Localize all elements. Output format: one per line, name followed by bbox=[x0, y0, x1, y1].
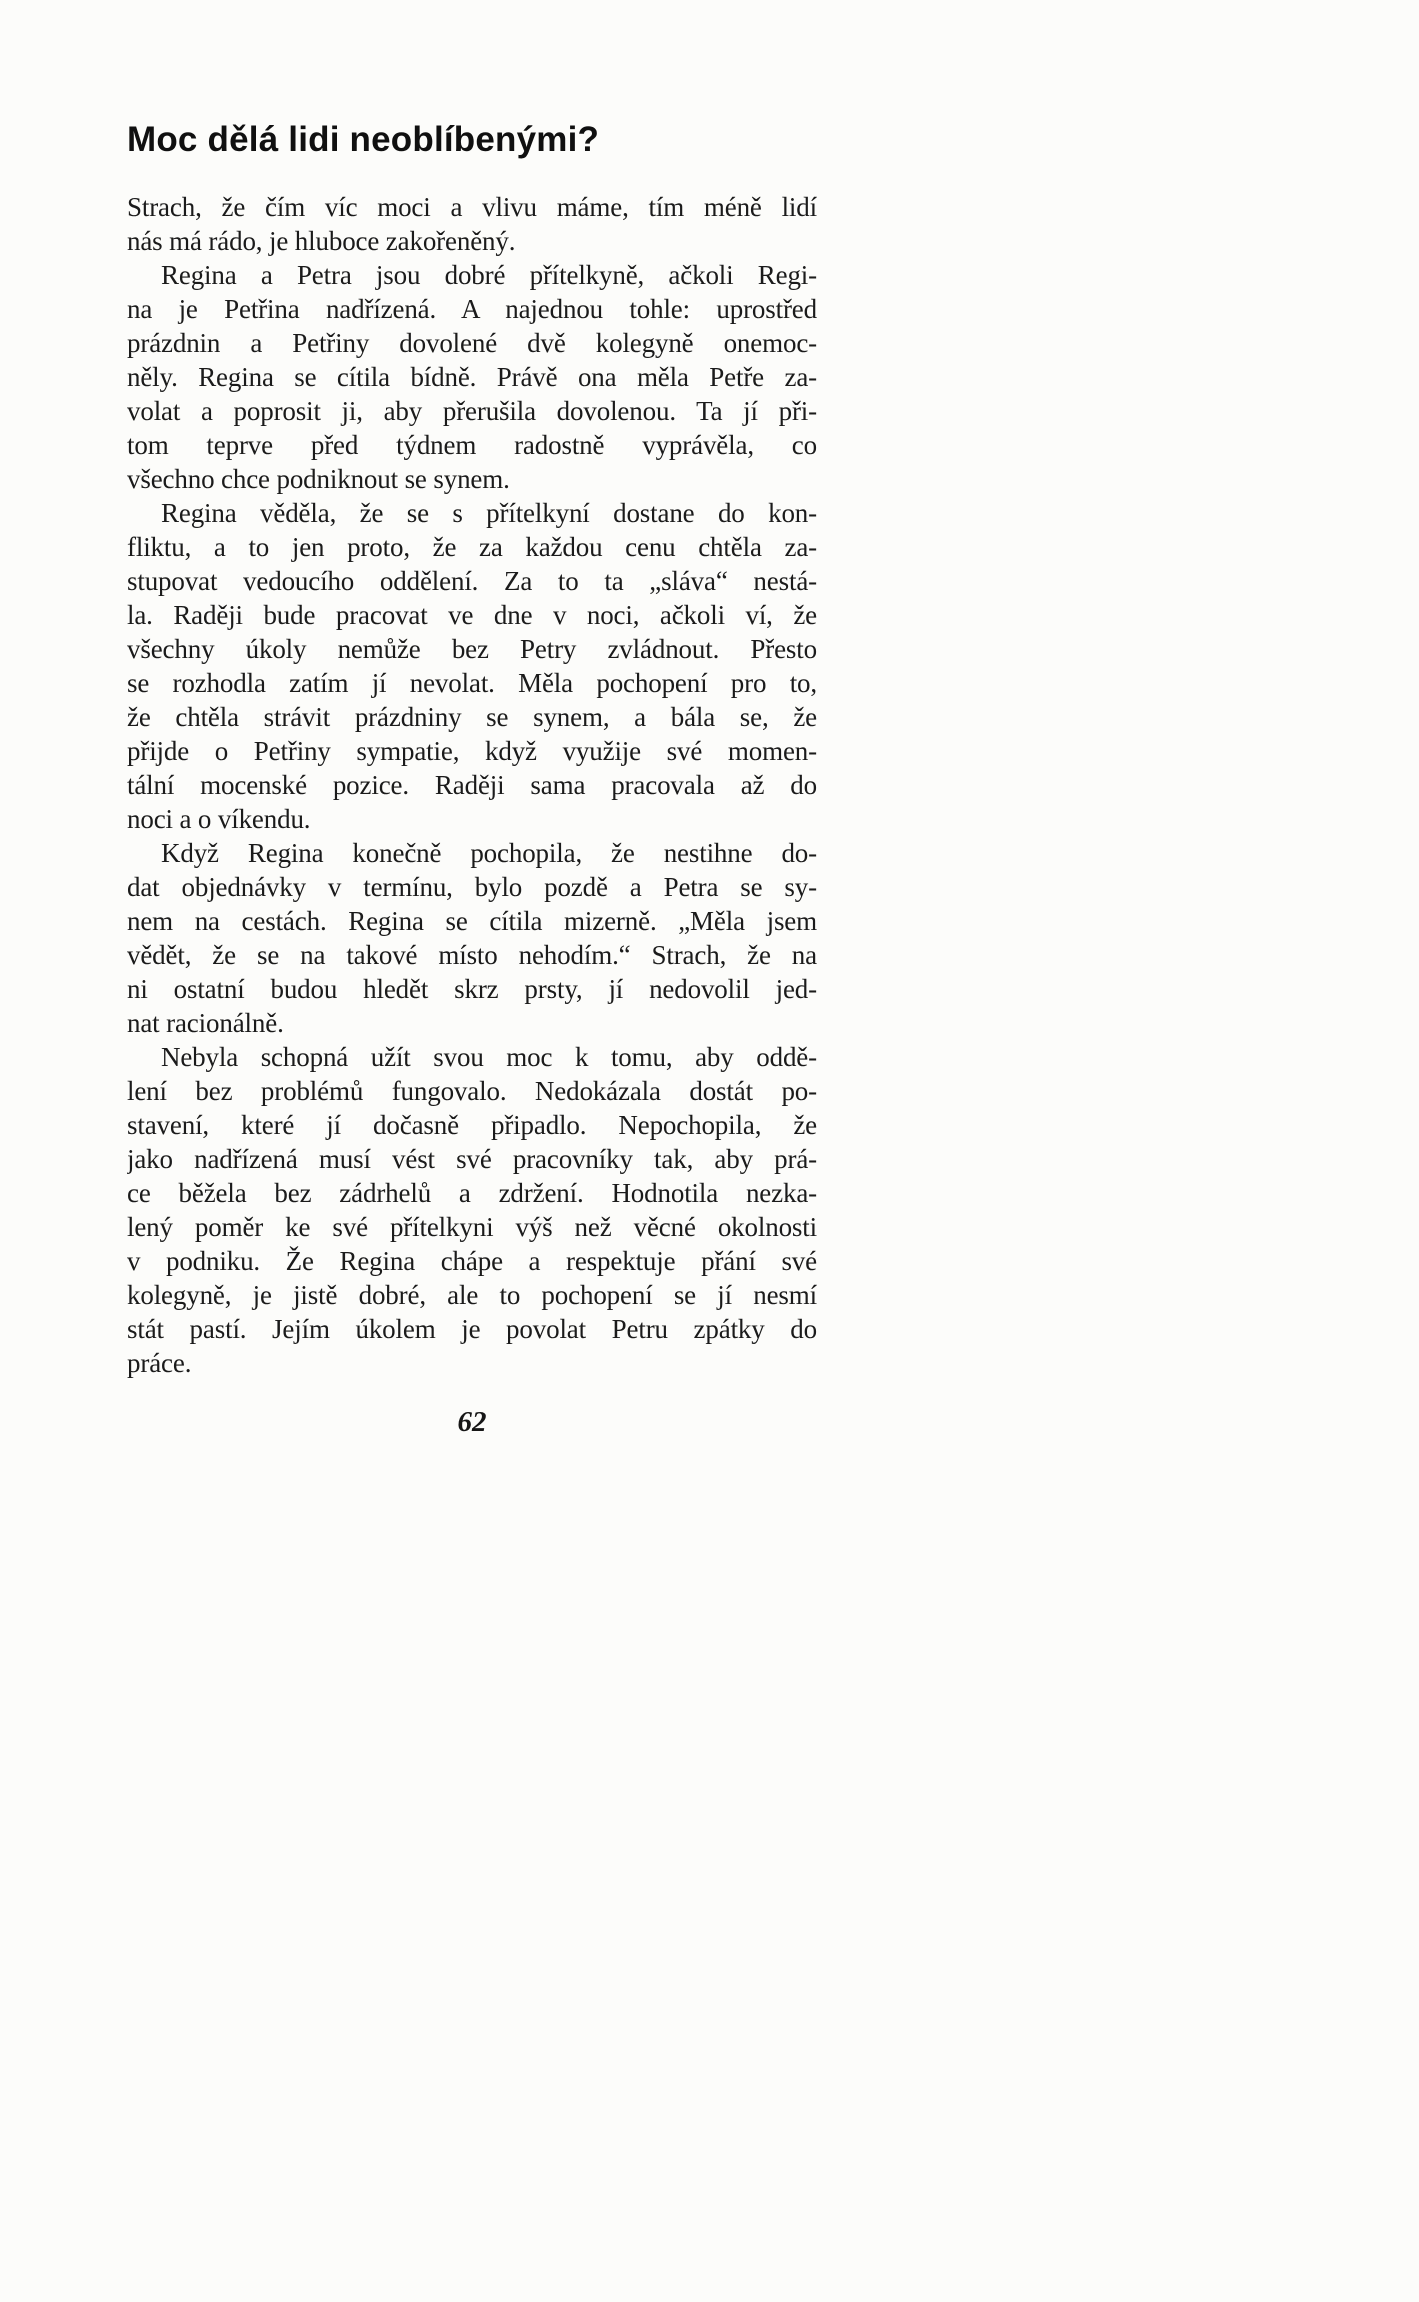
page-heading: Moc dělá lidi neoblíbenými? bbox=[127, 120, 600, 159]
text-line: stavení, které jí dočasně připadlo. Nepochopila, že bbox=[127, 1110, 817, 1140]
text-line: volat a poprosit ji, aby přerušila dovolenou. Ta jí při- bbox=[127, 396, 817, 426]
text-line: nem na cestách. Regina se cítila mizerně. „Měla jsem bbox=[127, 906, 817, 936]
text-line: se rozhodla zatím jí nevolat. Měla pochopení pro to, bbox=[127, 668, 817, 698]
text-line: Nebyla schopná užít svou moc k tomu, aby oddě- bbox=[161, 1042, 817, 1072]
text-line: v podniku. Že Regina chápe a respektuje přání své bbox=[127, 1246, 817, 1276]
text-line: la. Raději bude pracovat ve dne v noci, ačkoli ví, že bbox=[127, 600, 817, 630]
text-line: vědět, že se na takové místo nehodím.“ Strach, že na bbox=[127, 940, 817, 970]
text-line: Strach, že čím víc moci a vlivu máme, tím méně lidí bbox=[127, 192, 817, 222]
text-line: stát pastí. Jejím úkolem je povolat Petru zpátky do bbox=[127, 1314, 817, 1344]
text-line: Regina a Petra jsou dobré přítelkyně, ačkoli Regi- bbox=[161, 260, 817, 290]
text-line: nás má rádo, je hluboce zakořeněný. bbox=[127, 226, 516, 256]
text-line: tální mocenské pozice. Raději sama pracovala až do bbox=[127, 770, 817, 800]
text-block bbox=[127, 120, 817, 1380]
text-line: práce. bbox=[127, 1348, 192, 1378]
paragraph bbox=[127, 836, 817, 1040]
paragraph bbox=[127, 496, 817, 836]
text-line: stupovat vedoucího oddělení. Za to ta „sláva“ nestá- bbox=[127, 566, 817, 596]
text-line: něly. Regina se cítila bídně. Právě ona měla Petře za- bbox=[127, 362, 817, 392]
text-line: na je Petřina nadřízená. A najednou tohle: uprostřed bbox=[127, 294, 817, 324]
text-line: jako nadřízená musí vést své pracovníky tak, aby prá- bbox=[127, 1144, 817, 1174]
text-line: všechno chce podniknout se synem. bbox=[127, 464, 510, 494]
text-line: dat objednávky v termínu, bylo pozdě a Petra se sy- bbox=[127, 872, 817, 902]
text-line: prázdnin a Petřiny dovolené dvě kolegyně onemoc- bbox=[127, 328, 817, 358]
page-number: 62 bbox=[457, 1406, 487, 1438]
text-line: tom teprve před týdnem radostně vyprávěla, co bbox=[127, 430, 817, 460]
text-line: že chtěla strávit prázdniny se synem, a bála se, že bbox=[127, 702, 817, 732]
text-line: ce běžela bez zádrhelů a zdržení. Hodnotila nezka- bbox=[127, 1178, 817, 1208]
text-line: fliktu, a to jen proto, že za každou cenu chtěla za- bbox=[127, 532, 817, 562]
text-line: Když Regina konečně pochopila, že nestihne do- bbox=[161, 838, 817, 868]
text-line: ni ostatní budou hledět skrz prsty, jí nedovolil jed- bbox=[127, 974, 817, 1004]
paragraph bbox=[127, 258, 817, 496]
text-line: lení bez problémů fungovalo. Nedokázala dostát po- bbox=[127, 1076, 817, 1106]
paragraph bbox=[127, 190, 817, 258]
text-line: lený poměr ke své přítelkyni výš než věcné okolnosti bbox=[127, 1212, 817, 1242]
paragraph bbox=[127, 1040, 817, 1380]
text-line: všechny úkoly nemůže bez Petry zvládnout. Přesto bbox=[127, 634, 817, 664]
text-line: noci a o víkendu. bbox=[127, 804, 311, 834]
text-line: přijde o Petřiny sympatie, když využije své momen- bbox=[127, 736, 817, 766]
text-line: Regina věděla, že se s přítelkyní dostane do kon- bbox=[161, 498, 817, 528]
body-text bbox=[127, 190, 817, 1380]
text-line: kolegyně, je jistě dobré, ale to pochopení se jí nesmí bbox=[127, 1280, 817, 1310]
text-line: nat racionálně. bbox=[127, 1008, 284, 1038]
